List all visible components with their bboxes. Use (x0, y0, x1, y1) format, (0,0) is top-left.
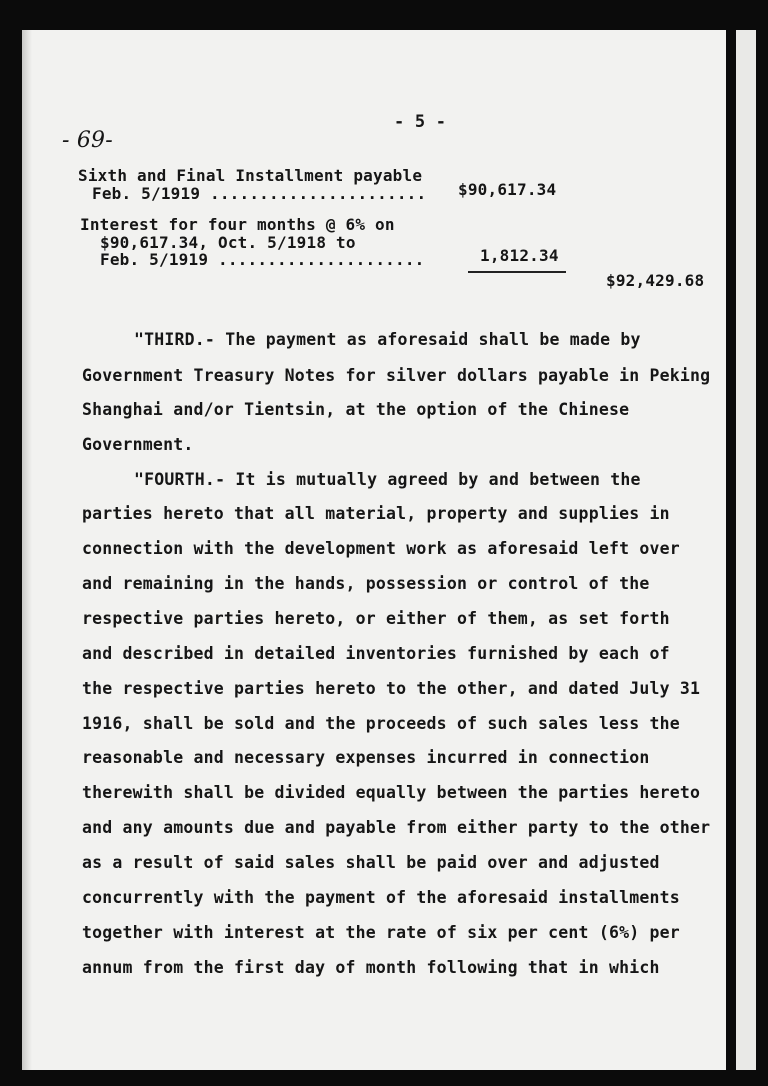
schedule-line-2-label: Feb. 5/1919 ...................... (92, 184, 427, 203)
schedule-line-4: $90,617.34, Oct. 5/1918 to (100, 233, 356, 252)
body-line: Government. (82, 435, 194, 454)
body-line: therewith shall be divided equally between the parties hereto (82, 783, 701, 802)
body-line: connection with the development work as aforesaid left over (82, 539, 680, 558)
body-line: concurrently with the payment of the aforesaid installments (82, 888, 680, 907)
page-edge-shadow (22, 30, 32, 1070)
body-line: and described in detailed inventories furnished by each of (82, 644, 670, 663)
schedule-line-3: Interest for four months @ 6% on (80, 215, 395, 234)
body-line: Shanghai and/or Tientsin, at the option of the Chinese (82, 400, 630, 419)
document-page (22, 30, 726, 1070)
body-line: parties hereto that all material, property and supplies in (82, 504, 670, 523)
body-line: the respective parties hereto to the other, and dated July 31 (82, 679, 701, 698)
body-line: 1916, shall be sold and the proceeds of such sales less the (82, 714, 680, 733)
body-line: as a result of said sales shall be paid over and adjusted (82, 853, 660, 872)
adjacent-page-edge (736, 30, 756, 1070)
body-line: respective parties hereto, or either of them, as set forth (82, 609, 670, 628)
handwritten-page-mark: - 69- (62, 128, 113, 153)
schedule-line-2-amount: $90,617.34 (458, 180, 557, 199)
body-line: "THIRD.- The payment as aforesaid shall be made by (134, 330, 641, 349)
page-number: - 5 - (394, 112, 447, 132)
schedule-line-5-amount: 1,812.34 (480, 246, 559, 265)
body-line: and any amounts due and payable from either party to the other (82, 818, 711, 837)
body-line: "FOURTH.- It is mutually agreed by and between the (134, 470, 641, 489)
body-line: Government Treasury Notes for silver dollars payable in Peking (82, 366, 711, 385)
schedule-line-5-label: Feb. 5/1919 ..................... (100, 250, 425, 269)
schedule-line-1: Sixth and Final Installment payable (78, 166, 423, 185)
body-line: annum from the first day of month following that in which (82, 958, 660, 977)
schedule-total: $92,429.68 (606, 271, 705, 290)
body-line: together with interest at the rate of six per cent (6%) per (82, 923, 680, 942)
body-line: and remaining in the hands, possession or control of the (82, 574, 650, 593)
subtotal-rule (468, 271, 566, 273)
body-line: reasonable and necessary expenses incurred in connection (82, 748, 650, 767)
